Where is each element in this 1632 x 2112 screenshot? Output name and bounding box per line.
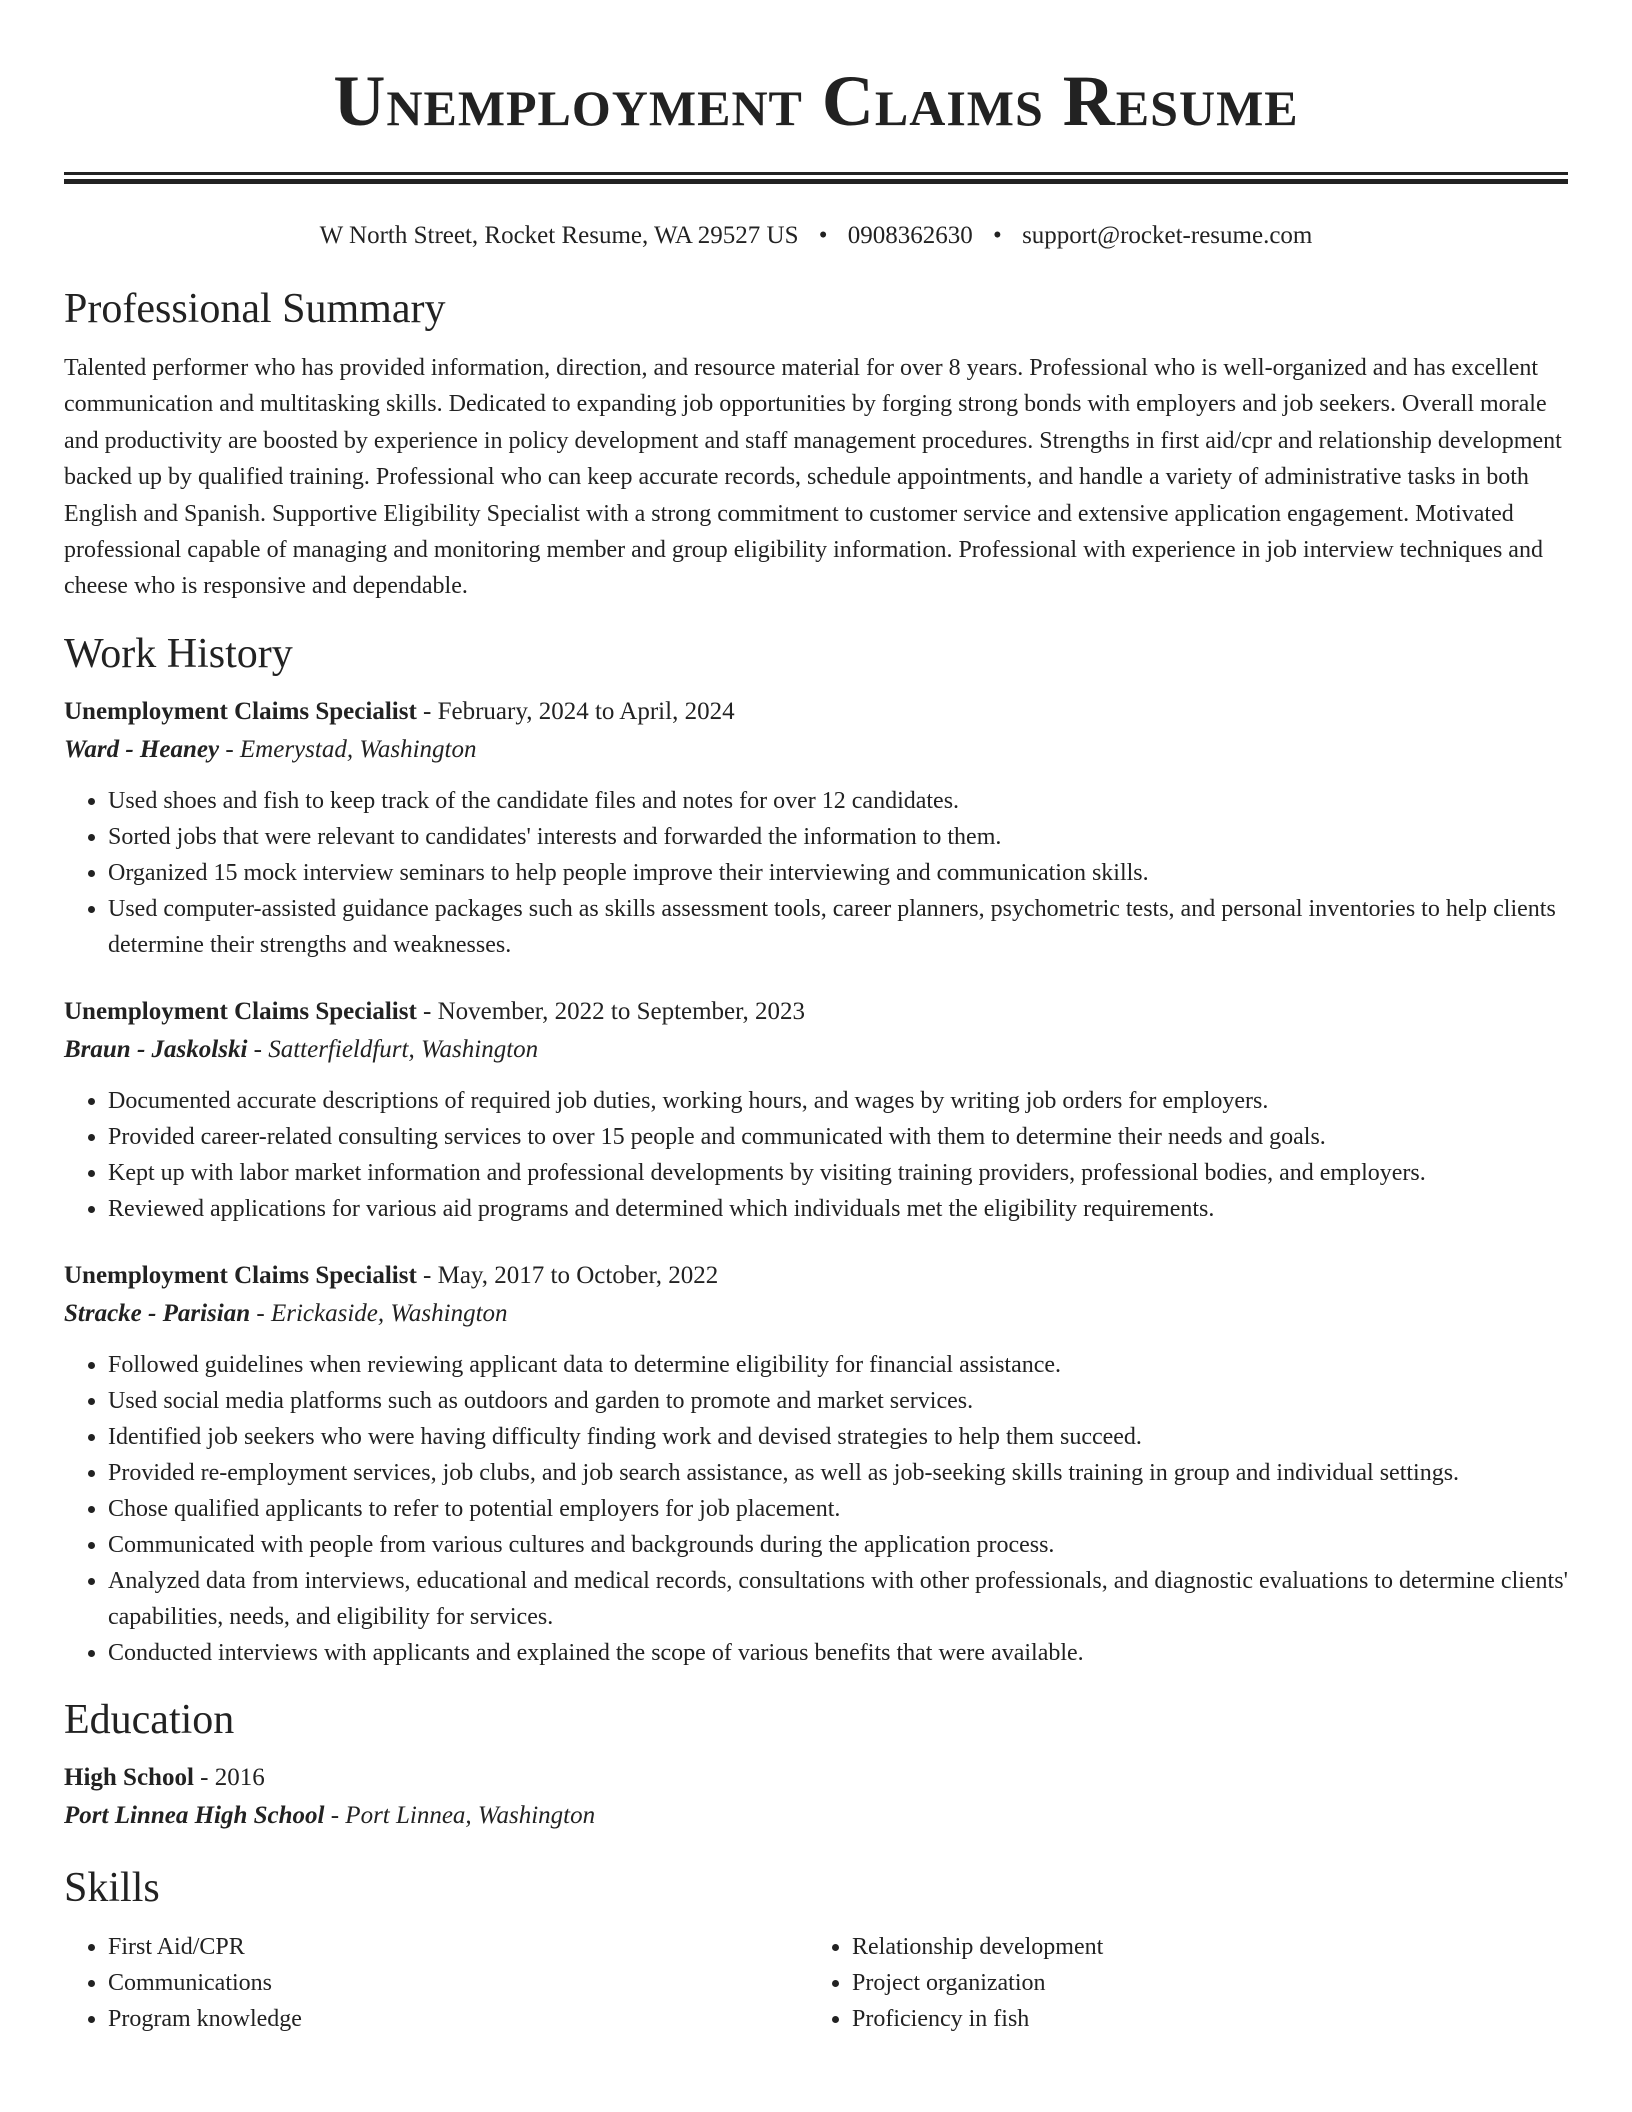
list-item: • Kept up with labor market information and professional developments by visiting training providers, professional bodies, and employers. bbox=[108, 1155, 1568, 1191]
job-title-line bbox=[64, 1257, 1568, 1295]
company-location: - Emerystad, Washington bbox=[219, 735, 477, 763]
skill-item: • Proficiency in fish bbox=[852, 2001, 1552, 2037]
company-line bbox=[64, 1031, 1568, 1069]
list-item: • Used computer-assisted guidance packages such as skills assessment tools, career planners, psychometric tests, and personal inventories to help clients determine their strengths and weaknesses. bbox=[108, 891, 1568, 963]
company-name: Braun - Jaskolski bbox=[64, 1035, 248, 1063]
skills-heading: Skills bbox=[64, 1864, 160, 1911]
education-heading: Education bbox=[64, 1696, 235, 1743]
skills-list bbox=[64, 1929, 1568, 2037]
job-title-line bbox=[64, 993, 1568, 1031]
list-item: • Analyzed data from interviews, educational and medical records, consultations with other professionals, and diagnostic evaluations to determine clients' capabilities, needs, and eligibility for services. bbox=[108, 1563, 1568, 1635]
skill-item: • Program knowledge bbox=[108, 2001, 808, 2037]
education-entry bbox=[64, 1759, 1568, 1835]
list-item: • Documented accurate descriptions of required job duties, working hours, and wages by writing job orders for employers. bbox=[108, 1083, 1568, 1119]
degree-line bbox=[64, 1759, 1568, 1797]
skill-item: • Relationship development bbox=[852, 1929, 1552, 1965]
graduation-year: - 2016 bbox=[193, 1763, 265, 1791]
contact-line bbox=[64, 220, 1568, 252]
job-duties-list bbox=[64, 783, 1568, 963]
school-name: Port Linnea High School bbox=[64, 1801, 325, 1829]
degree-name: High School bbox=[64, 1763, 194, 1791]
job-entry bbox=[64, 693, 1568, 963]
company-name: Stracke - Parisian bbox=[64, 1299, 251, 1327]
job-duties-list bbox=[64, 1347, 1568, 1671]
job-title: Unemployment Claims Specialist bbox=[64, 697, 417, 725]
company-line bbox=[64, 731, 1568, 769]
list-item: • Used shoes and fish to keep track of the candidate files and notes for over 12 candidates. bbox=[108, 783, 1568, 819]
company-line bbox=[64, 1295, 1568, 1333]
contact-address: W North Street, Rocket Resume, WA 29527 US bbox=[319, 222, 799, 249]
list-item: • Followed guidelines when reviewing applicant data to determine eligibility for financial assistance. bbox=[108, 1347, 1568, 1383]
job-entry bbox=[64, 1257, 1568, 1671]
job-dates: - November, 2022 to September, 2023 bbox=[416, 997, 805, 1025]
summary-text: Talented performer who has provided information, direction, and resource material for over 8 years. Professional who is well-organized and has excellent communication and multitasking skills. Dedicated to expanding job opportunities by forging strong bonds with employers and job seekers. Overall morale and productivity are boosted by experience in policy development and staff management procedures. Strengths in first aid/cpr and relationship development backed up by qualified training. Professional who can keep accurate records, schedule appointments, and handle a variety of administrative tasks in both English and Spanish. Supportive Eligibility Specialist with a strong commitment to customer service and extensive application engagement. Motivated professional capable of managing and monitoring member and group eligibility information. Professional with experience in job interview techniques and cheese who is responsive and dependable. bbox=[64, 355, 1562, 600]
title-divider bbox=[64, 172, 1568, 184]
list-item: • Communicated with people from various cultures and backgrounds during the application process. bbox=[108, 1527, 1568, 1563]
list-item: • Reviewed applications for various aid programs and determined which individuals met the eligibility requirements. bbox=[108, 1191, 1568, 1227]
contact-email: support@rocket-resume.com bbox=[1022, 222, 1313, 249]
job-dates: - May, 2017 to October, 2022 bbox=[416, 1261, 719, 1289]
school-location: - Port Linnea, Washington bbox=[324, 1801, 596, 1829]
list-item: • Conducted interviews with applicants and explained the scope of various benefits that were available. bbox=[108, 1635, 1568, 1671]
job-title-line bbox=[64, 693, 1568, 731]
list-item: • Provided career-related consulting services to over 15 people and communicated with them to determine their needs and goals. bbox=[108, 1119, 1568, 1155]
list-item: • Used social media platforms such as outdoors and garden to promote and market services. bbox=[108, 1383, 1568, 1419]
job-title: Unemployment Claims Specialist bbox=[64, 1261, 417, 1289]
contact-separator: • bbox=[818, 222, 828, 249]
skill-item: • Project organization bbox=[852, 1965, 1552, 2001]
contact-phone: 0908362630 bbox=[847, 222, 973, 249]
skills-column-left bbox=[64, 1929, 808, 2037]
list-item: • Chose qualified applicants to refer to potential employers for job placement. bbox=[108, 1491, 1568, 1527]
list-item: • Provided re-employment services, job clubs, and job search assistance, as well as job-seeking skills training in group and individual settings. bbox=[108, 1455, 1568, 1491]
company-location: - Erickaside, Washington bbox=[250, 1299, 508, 1327]
list-item: • Identified job seekers who were having difficulty finding work and devised strategies to help them succeed. bbox=[108, 1419, 1568, 1455]
summary-heading: Professional Summary bbox=[64, 286, 446, 332]
job-dates: - February, 2024 to April, 2024 bbox=[416, 697, 735, 725]
company-name: Ward - Heaney bbox=[64, 735, 220, 763]
list-item: • Sorted jobs that were relevant to candidates' interests and forwarded the information to them. bbox=[108, 819, 1568, 855]
skill-item: • First Aid/CPR bbox=[108, 1929, 808, 1965]
list-item: • Organized 15 mock interview seminars to help people improve their interviewing and communication skills. bbox=[108, 855, 1568, 891]
contact-separator: • bbox=[993, 222, 1002, 249]
skills-column-right bbox=[808, 1929, 1552, 2037]
skill-item: • Communications bbox=[108, 1965, 808, 2001]
work-history-heading: Work History bbox=[64, 630, 293, 677]
job-entry bbox=[64, 993, 1568, 1227]
school-line bbox=[64, 1797, 1568, 1835]
resume-title: Unemployment Claims Resume bbox=[333, 61, 1299, 141]
company-location: - Satterfieldfurt, Washington bbox=[247, 1035, 539, 1063]
job-duties-list bbox=[64, 1083, 1568, 1227]
resume-page bbox=[64, 0, 1568, 2037]
job-title: Unemployment Claims Specialist bbox=[64, 997, 417, 1025]
